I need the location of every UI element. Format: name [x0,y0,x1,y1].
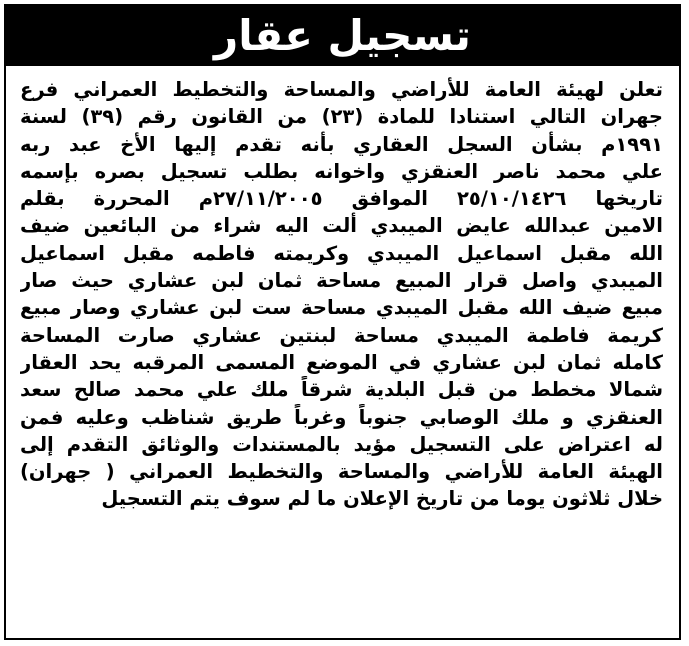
notice-line: خلال ثلاثون يوما من تاريخ الإعلان ما لم سوف يتم التسجيل [101,487,663,511]
notice-line: العنقزي و ملك الوصابي جنوباً وغرباً طريق شناظب وعليه فمن [20,405,663,429]
notice-line: الامين عبدالله عايض الميبدي ألت اليه شراء من البائعين ضيف [20,214,663,238]
notice-line: ١٩٩١م بشأن السجل العقاري بأنه تقدم إليها الأخ عبد ربه [20,132,663,156]
notice-line: الله مقبل اسماعيل الميبدي وكريمته فاطمه مقبل اسماعيل [20,241,663,265]
notice-line: مبيع ضيف الله مقبل الميبدي مساحة ست لبن عشاري وصار مبيع [20,296,663,320]
notice-line: كريمة فاطمة الميبدي مساحة لبنتين عشاري صارت المساحة [20,323,663,347]
notice-title: تسجيل عقار [214,11,471,60]
notice-line: علي محمد ناصر العنقزي واخوانه بطلب تسجيل بصره بإسمه [20,159,663,183]
notice-line: جهران التالي استنادا للمادة (٢٣) من القانون رقم (٣٩) لسنة [20,105,663,129]
notice-line: له اعتراض على التسجيل مؤيد بالمستندات والوثائق التقدم إلى [20,432,663,456]
property-registration-notice [4,4,681,640]
notice-line: الهيئة العامة للأراضي والمساحة والتخطيط العمراني ( جهران) [20,460,663,484]
notice-line: تعلن لهيئة العامة للأراضي والمساحة والتخطيط العمراني فرع [20,78,663,101]
notice-line: كامله ثمان لبن عشاري في الموضع المسمى المرقبه يحد العقار [20,350,663,374]
notice-line: الميبدي واصل قرار المبيع مساحة ثمان لبن عشاري حيث صار [20,269,663,293]
notice-body [20,76,663,628]
title-band [6,6,679,66]
notice-line: تاريخها ٢٥/١٠/١٤٢٦ الموافق ٢٧/١١/٢٠٠٥م المحررة بقلم [20,187,663,211]
notice-line: شمالا مخطط من قبل البلدية شرقاً ملك علي محمد صالح سعد [20,378,663,402]
